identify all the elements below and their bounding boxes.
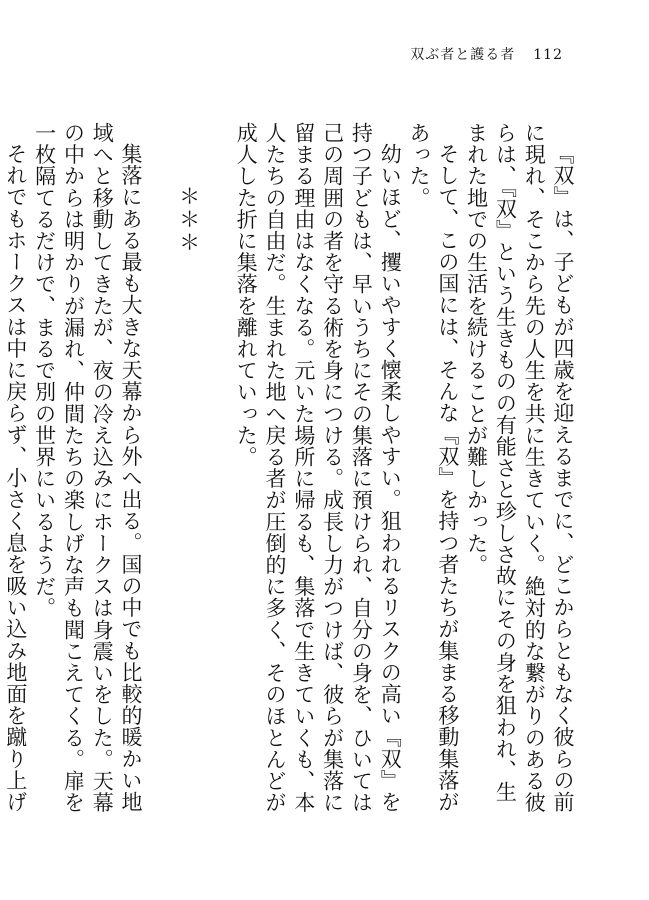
paragraph: それでもホークスは中に戻らず、小さく息を吸い込み地面を蹴り上げ: [3, 143, 28, 813]
page-number: 112: [533, 47, 563, 63]
blank-line: [203, 122, 232, 822]
paragraph: 幼いほど、攫いやすく懐柔しやすい。狙われるリスクの高い『双』を持つ子どもは、早いうちにその集落に預けられ、自分の身を、ひいては己の周囲の者を守る術を身につける。成長し力がつけば、彼らが集落に留まる理由はなくなる。元いた場所に帰るも、集落で生きていくも、本人たちの自由だ。生まれた地へ戻る者が圧倒的に多く、そのほとんどが成人した折に集落を離れていった。: [234, 122, 403, 814]
paragraph: そして、この国には、そんな『双』を持つ者たちが集まる移動集落があった。: [407, 122, 460, 813]
blank-line: [145, 122, 174, 822]
paragraph: 『双』は、子どもが四歳を迎えるまでに、どこからともなく彼らの前に現れ、そこから先の人生を共に生きていく。絶対的な繋がりのある彼らは、『双』という生きものの有能さと珍しさ故にその身を狙われ、生まれた地での生活を続けることが難しかった。: [464, 122, 575, 814]
body-text: [3, 122, 577, 822]
paragraph: 集落にある最も大きな天幕から外へ出る。国の中でも比較的暖かい地域へと移動してきたが、夜の冷え込みにホークスは身震いをした。天幕の中からは明かりが漏れ、仲間たちの楽しげな声も聞こえてくる。扉を一枚隔てるだけで、まるで別の世界にいるようだ。: [32, 122, 144, 814]
section-separator: ＊＊＊: [176, 185, 201, 254]
running-title: 双ぶ者と護る者: [410, 47, 516, 63]
running-header: [410, 44, 563, 64]
